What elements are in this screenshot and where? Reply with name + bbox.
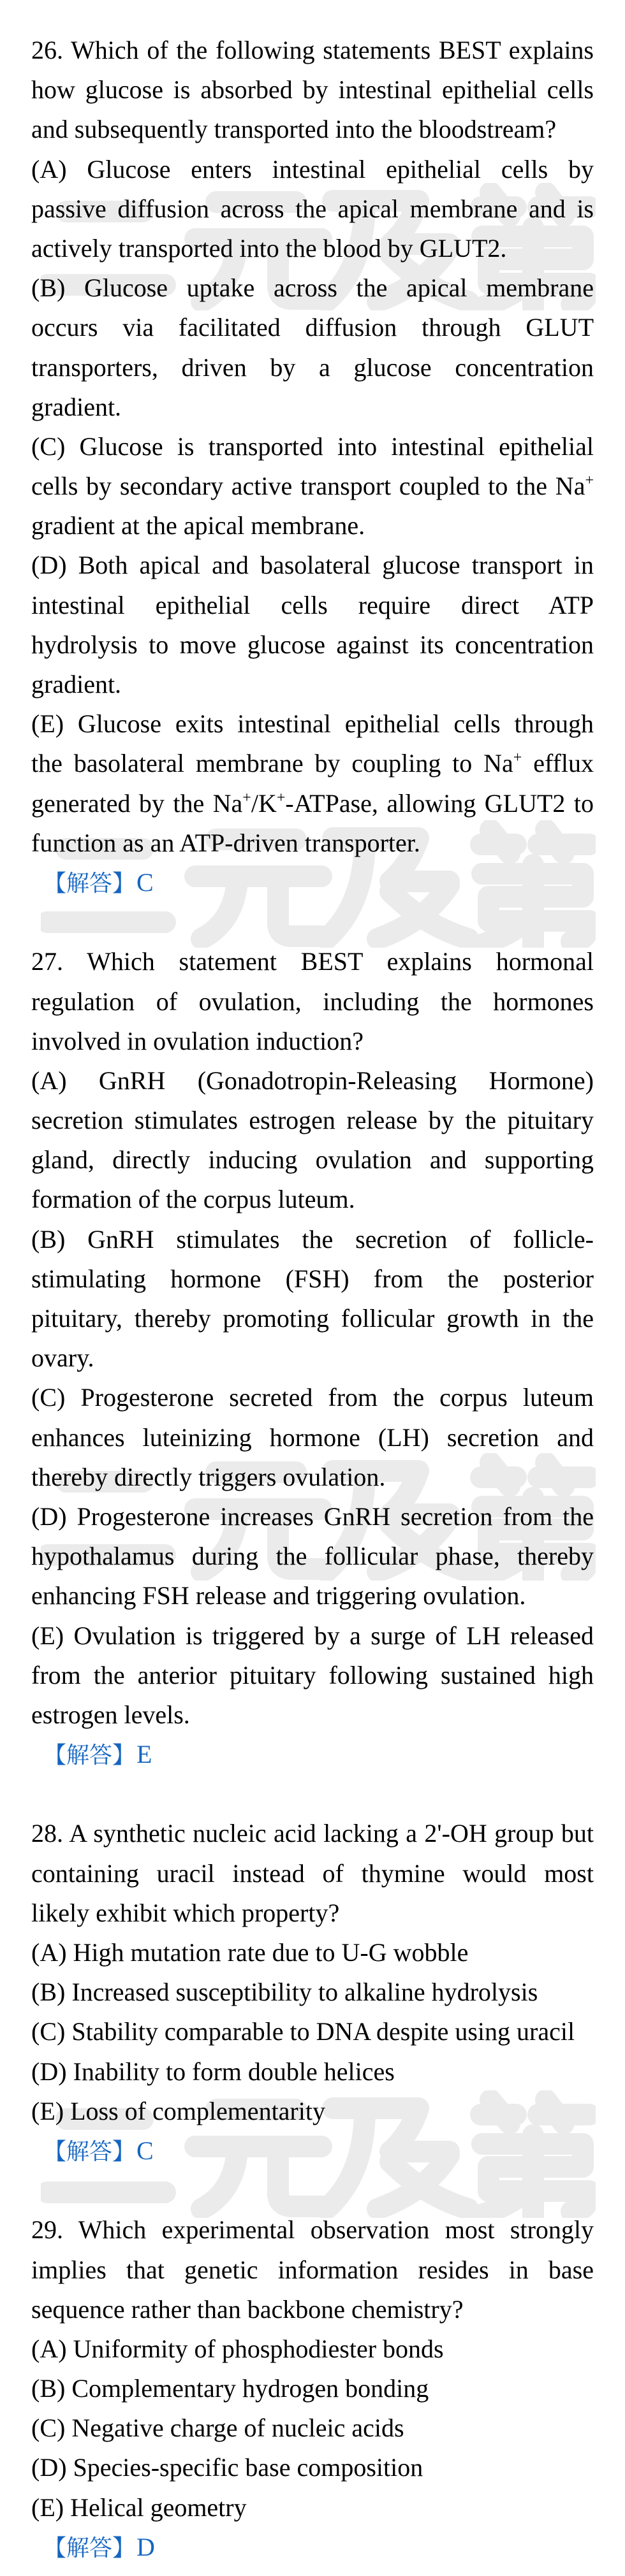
question-27 [31, 942, 594, 1774]
option-a [31, 2329, 594, 2369]
line-text: gradient. [31, 670, 122, 698]
text-line [31, 1140, 594, 1180]
text-line [31, 387, 594, 427]
document-body [31, 31, 594, 2567]
line-text: 27. Which statement BEST explains hormonal [31, 947, 594, 976]
text-line [31, 70, 594, 110]
option-c [31, 2012, 594, 2051]
option-d [31, 1497, 594, 1616]
answer-value: D [136, 2532, 155, 2561]
line-text: (E) Glucose exits intestinal epithelial cells through [31, 709, 594, 739]
question-stem [31, 1814, 594, 1933]
text-line [31, 625, 594, 665]
line-text: (C) Progesterone secreted from the corpus luteum [31, 1383, 594, 1412]
line-text: (E) Ovulation is triggered by a surge of LH released [31, 1621, 594, 1650]
option-d [31, 2052, 594, 2092]
option-e [31, 704, 594, 863]
line-text: enhances luteinizing hormone (LH) secretion and [31, 1422, 594, 1452]
line-text: (D) Both apical and basolateral glucose transport in [31, 551, 594, 580]
answer-value: E [136, 1740, 152, 1769]
text-line [31, 2250, 594, 2290]
line-text: implies that genetic information resides in base [31, 2255, 594, 2284]
text-line [31, 1022, 594, 1061]
text-line [31, 704, 594, 744]
text-line [31, 1933, 594, 1972]
line-text: and subsequently transported into the bloodstream? [31, 115, 557, 144]
text-line [31, 1061, 594, 1101]
text-line [31, 2290, 594, 2329]
line-text: -ATPase, allowing GLUT2 to [285, 788, 594, 818]
answer-value: C [136, 867, 154, 897]
option-a [31, 1933, 594, 1972]
line-text: transporters, driven by a glucose concentration [31, 352, 594, 382]
text-line [31, 348, 594, 387]
line-text: involved in ovulation induction? [31, 1026, 364, 1055]
answer-line [31, 2528, 594, 2567]
line-text: hypothalamus during the follicular phase, thereby [31, 1542, 594, 1571]
line-text: gradient at the apical membrane. [31, 511, 365, 540]
question-26 [31, 31, 594, 902]
line-text: (D) Species-specific base composition [31, 2453, 423, 2482]
text-line [31, 2408, 594, 2448]
option-e [31, 2488, 594, 2528]
answer-label: 【解答】 [43, 2535, 136, 2561]
option-e [31, 2092, 594, 2131]
answer-line [31, 863, 594, 902]
text-line [31, 2369, 594, 2408]
text-line [31, 110, 594, 149]
line-text: (B) GnRH stimulates the secretion of follicle- [31, 1224, 594, 1254]
text-line [31, 1814, 594, 1853]
line-text: (B) Glucose uptake across the apical membrane [31, 273, 594, 303]
line-text: how glucose is absorbed by intestinal epithelial cells [31, 75, 594, 105]
question-28 [31, 1814, 594, 2171]
text-line [31, 1101, 594, 1140]
option-a [31, 150, 594, 269]
text-line [31, 1854, 594, 1893]
option-c [31, 2408, 594, 2448]
text-line [31, 1299, 594, 1338]
line-text: gland, directly inducing ovulation and supporting [31, 1145, 594, 1175]
text-line [31, 1616, 594, 1656]
answer-label: 【解答】 [43, 2138, 136, 2165]
text-line [31, 1537, 594, 1576]
line-text: from the anterior pituitary following sustained high [31, 1660, 594, 1690]
superscript: + [513, 749, 522, 767]
line-text: (B) Complementary hydrogen bonding [31, 2374, 429, 2403]
text-line [31, 1378, 594, 1417]
text-line [31, 2210, 594, 2250]
superscript: + [585, 472, 594, 489]
option-c [31, 427, 594, 546]
option-b [31, 2369, 594, 2408]
option-c [31, 1378, 594, 1497]
text-line [31, 268, 594, 308]
text-line [31, 427, 594, 467]
text-line [31, 189, 594, 229]
text-line [31, 942, 594, 981]
text-line [31, 823, 594, 863]
line-text: generated by the Na [31, 788, 243, 818]
line-text: hydrolysis to move glucose against its concentration [31, 630, 594, 659]
line-text: (C) Glucose is transported into intestinal epithelial [31, 431, 594, 461]
line-text: (C) Stability comparable to DNA despite using uracil [31, 2017, 575, 2046]
text-line [31, 982, 594, 1022]
superscript: + [276, 789, 286, 806]
answer-line [31, 2131, 594, 2171]
text-line [31, 1418, 594, 1458]
option-d [31, 546, 594, 704]
question-29 [31, 2210, 594, 2567]
text-line [31, 2092, 594, 2131]
line-text: regulation of ovulation, including the hormones [31, 987, 594, 1016]
line-text: actively transported into the blood by GLUT2. [31, 233, 507, 263]
option-a [31, 1061, 594, 1220]
line-text: (D) Inability to form double helices [31, 2057, 395, 2086]
option-b [31, 1972, 594, 2012]
text-line [31, 1893, 594, 1933]
text-line [31, 1695, 594, 1735]
option-b [31, 268, 594, 427]
line-text: (A) GnRH (Gonadotropin-Releasing Hormone) [31, 1066, 594, 1095]
text-line [31, 2012, 594, 2051]
line-text: intestinal epithelial cells require direct ATP [31, 590, 594, 619]
text-line [31, 2329, 594, 2369]
line-text: (A) Glucose enters intestinal epithelial cells by [31, 154, 594, 184]
text-line [31, 1497, 594, 1537]
question-stem [31, 31, 594, 150]
text-line [31, 1338, 594, 1378]
answer-line [31, 1735, 594, 1774]
line-text: thereby directly triggers ovulation. [31, 1462, 386, 1491]
line-text: enhancing FSH release and triggering ovulation. [31, 1581, 526, 1610]
line-text: occurs via facilitated diffusion through GLUT [31, 313, 594, 342]
text-line [31, 744, 594, 783]
text-line [31, 665, 594, 704]
text-line [31, 1576, 594, 1616]
line-text: pituitary, thereby promoting follicular growth in the [31, 1304, 594, 1333]
text-line [31, 1180, 594, 1219]
line-text: 29. Which experimental observation most strongly [31, 2215, 594, 2245]
text-line [31, 1656, 594, 1695]
text-line [31, 2488, 594, 2528]
text-line [31, 2448, 594, 2487]
text-line [31, 784, 594, 823]
superscript: + [242, 789, 251, 806]
line-text: cells by secondary active transport coupled to the Na [31, 472, 585, 501]
text-line [31, 1220, 594, 1259]
line-text: (A) High mutation rate due to U-G wobble [31, 1938, 469, 1967]
text-line [31, 1458, 594, 1497]
line-text: secretion stimulates estrogen release by the pituitary [31, 1106, 594, 1135]
line-text: (E) Helical geometry [31, 2493, 247, 2522]
option-d [31, 2448, 594, 2487]
line-text: (B) Increased susceptibility to alkaline hydrolysis [31, 1978, 538, 2007]
line-text: the basolateral membrane by coupling to Na [31, 749, 513, 778]
text-line [31, 2052, 594, 2092]
line-text: gradient. [31, 392, 122, 421]
option-e [31, 1616, 594, 1735]
line-text: formation of the corpus luteum. [31, 1185, 355, 1214]
answer-label: 【解答】 [43, 870, 136, 897]
question-stem [31, 2210, 594, 2329]
line-text: efflux [522, 749, 594, 778]
line-text: containing uracil instead of thymine would most [31, 1858, 594, 1888]
text-line [31, 308, 594, 347]
line-text: likely exhibit which property? [31, 1898, 340, 1927]
text-line [31, 467, 594, 506]
line-text: (C) Negative charge of nucleic acids [31, 2413, 404, 2443]
text-line [31, 150, 594, 189]
line-text: 26. Which of the following statements BEST explains [31, 36, 594, 64]
line-text: (E) Loss of complementarity [31, 2096, 325, 2125]
line-text: (A) Uniformity of phosphodiester bonds [31, 2334, 444, 2363]
line-text: ovary. [31, 1343, 94, 1373]
text-line [31, 1972, 594, 2012]
text-line [31, 586, 594, 625]
text-line [31, 506, 594, 546]
text-line [31, 546, 594, 585]
line-text: estrogen levels. [31, 1700, 190, 1729]
answer-label: 【解答】 [43, 1742, 136, 1769]
line-text: function as an ATP-driven transporter. [31, 828, 420, 857]
line-text: passive diffusion across the apical membrane and is [31, 194, 594, 223]
text-line [31, 229, 594, 268]
option-b [31, 1220, 594, 1378]
text-line [31, 1259, 594, 1299]
line-text: stimulating hormone (FSH) from the posterior [31, 1264, 594, 1293]
line-text: sequence rather than backbone chemistry? [31, 2294, 464, 2324]
line-text: (D) Progesterone increases GnRH secretion from the [31, 1501, 594, 1531]
line-text: /K [251, 788, 277, 818]
answer-value: C [136, 2136, 154, 2165]
question-stem [31, 942, 594, 1061]
line-text: 28. A synthetic nucleic acid lacking a 2'-OH group but [31, 1819, 594, 1848]
text-line [31, 31, 594, 70]
